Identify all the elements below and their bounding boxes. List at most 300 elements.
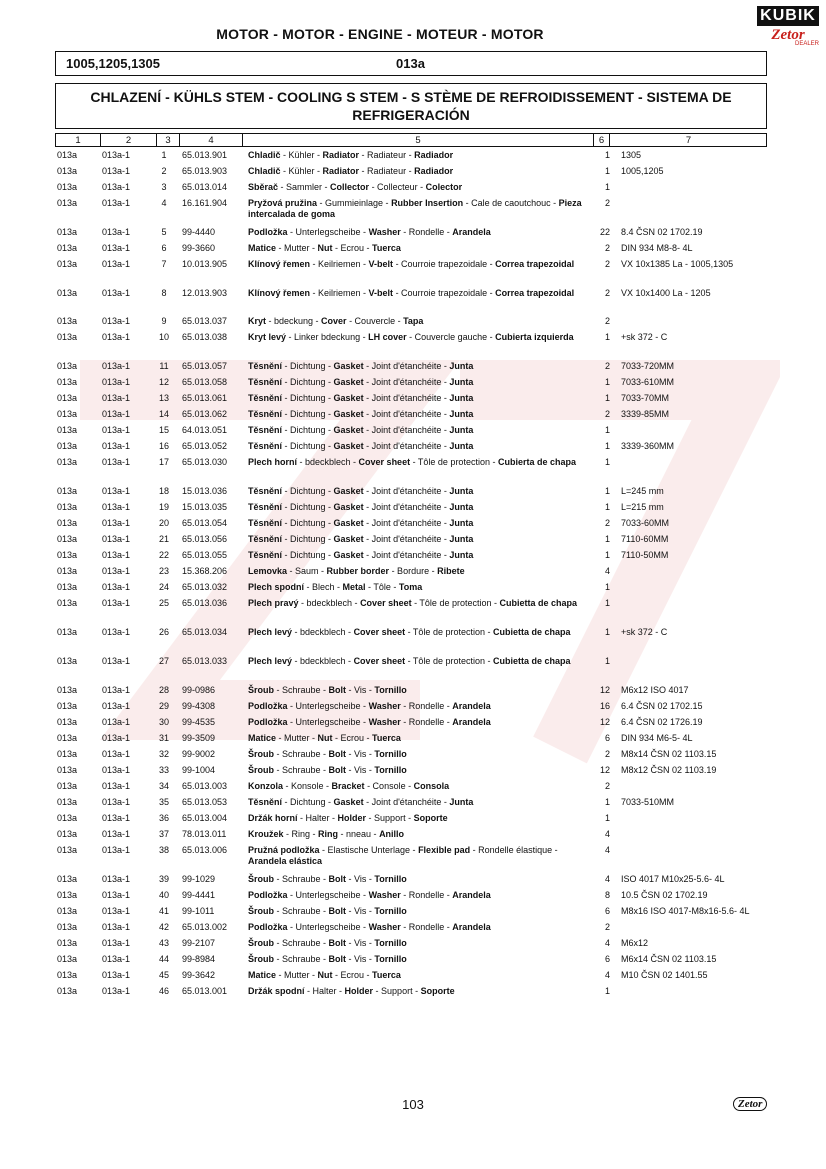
description-term: Cover — [321, 316, 347, 326]
quantity-cell: 1 — [604, 377, 610, 387]
quantity-cell: 6 — [604, 733, 610, 743]
description-text: - Tôle de protection - — [410, 457, 498, 467]
part-number-cell: 65.013.057 — [182, 361, 228, 371]
description-cell — [248, 377, 593, 388]
description-text: - Ring - — [283, 829, 319, 839]
description-term: Bracket — [331, 781, 365, 791]
note-cell: 1305 — [621, 150, 642, 160]
description-text: - Joint d'étanchéite - — [363, 550, 450, 560]
part-number-cell: 65.013.002 — [182, 922, 228, 932]
description-term: Plech horní — [248, 457, 298, 467]
description-term: Těsnění — [248, 377, 283, 387]
description-term: Podložka — [248, 717, 288, 727]
column-header-1: 1 — [56, 134, 101, 147]
description-cell — [248, 582, 593, 593]
description-term: Washer — [368, 890, 401, 900]
group-cell: 013a — [57, 701, 78, 711]
description-text: - Joint d'étanchéite - — [363, 361, 450, 371]
quantity-cell: 1 — [604, 598, 610, 608]
description-term: Soporte — [413, 813, 448, 823]
subgroup-cell: 013a-1 — [102, 938, 131, 948]
quantity-cell: 2 — [604, 288, 610, 298]
description-term: Plech levý — [248, 627, 293, 637]
description-text: - Dichtung - — [282, 393, 334, 403]
subgroup-cell: 013a-1 — [102, 409, 131, 419]
description-cell — [248, 781, 593, 792]
group-cell: 013a — [57, 198, 78, 208]
position-cell: 35 — [158, 797, 169, 807]
description-term: Tapa — [403, 316, 424, 326]
note-cell: M8x12 ČSN 02 1103.19 — [621, 765, 717, 775]
column-header — [55, 133, 767, 147]
description-cell — [248, 890, 593, 901]
position-cell: 34 — [158, 781, 169, 791]
description-text: - Schraube - — [274, 906, 329, 916]
description-term: Washer — [368, 701, 401, 711]
description-text: - Joint d'étanchéite - — [363, 425, 450, 435]
description-text: - Vis - — [346, 906, 375, 916]
description-term: Pryžová pružina — [248, 198, 318, 208]
description-text: - Joint d'étanchéite - — [363, 534, 450, 544]
position-cell: 15 — [158, 425, 169, 435]
description-cell — [248, 393, 593, 404]
subgroup-cell: 013a-1 — [102, 166, 131, 176]
description-term: Rubber Insertion — [391, 198, 464, 208]
description-term: Tornillo — [374, 685, 407, 695]
description-text: - Radiateur - — [359, 166, 415, 176]
description-cell — [248, 534, 593, 545]
description-cell — [248, 227, 593, 238]
part-number-cell: 65.013.052 — [182, 441, 228, 451]
note-cell: 6.4 ČSN 02 1726.19 — [621, 717, 703, 727]
section-title: CHLAZENÍ - KÜHLS STEM - COOLING S STEM - S STÈME DE REFROIDISSEMENT - SISTEMA DE REFRIGERACIÓN — [55, 83, 767, 129]
description-text: - Mutter - — [276, 733, 318, 743]
description-text: - Linker bdeckung - — [286, 332, 369, 342]
position-cell: 44 — [158, 954, 169, 964]
description-cell — [248, 717, 593, 728]
description-term: Těsnění — [248, 486, 283, 496]
description-term: Gasket — [333, 518, 364, 528]
note-cell: 6.4 ČSN 02 1702.15 — [621, 701, 703, 711]
description-term: Cover sheet — [358, 457, 411, 467]
group-cell: 013a — [57, 685, 78, 695]
description-text: - Joint d'étanchéite - — [363, 393, 450, 403]
subgroup-cell: 013a-1 — [102, 227, 131, 237]
page-number: 103 — [402, 1097, 424, 1112]
position-cell: 38 — [158, 845, 169, 855]
position-cell: 26 — [158, 627, 169, 637]
position-cell: 32 — [158, 749, 169, 759]
part-number-cell: 99-4308 — [182, 701, 216, 711]
quantity-cell: 1 — [604, 627, 610, 637]
subgroup-cell: 013a-1 — [102, 970, 131, 980]
description-text: - Schraube - — [274, 765, 329, 775]
description-text: - Schraube - — [274, 954, 329, 964]
group-cell: 013a — [57, 890, 78, 900]
note-cell: M6x12 — [621, 938, 649, 948]
note-cell: VX 10x1400 La - 1205 — [621, 288, 711, 298]
description-text: - Console - — [364, 781, 414, 791]
description-term: Matice — [248, 733, 277, 743]
quantity-cell: 1 — [604, 457, 610, 467]
description-term: Konzola — [248, 781, 283, 791]
part-number-cell: 65.013.004 — [182, 813, 228, 823]
subgroup-cell: 013a-1 — [102, 150, 131, 160]
description-term: Těsnění — [248, 393, 283, 403]
position-cell: 2 — [161, 166, 167, 176]
description-term: Bolt — [328, 685, 347, 695]
description-term: Washer — [368, 717, 401, 727]
description-term: Junta — [449, 409, 474, 419]
group-cell: 013a — [57, 550, 78, 560]
description-term: Collector — [330, 182, 370, 192]
description-term: Matice — [248, 243, 277, 253]
description-term: Těsnění — [248, 550, 283, 560]
description-text: - Rondelle - — [400, 922, 453, 932]
subgroup-cell: 013a-1 — [102, 701, 131, 711]
description-term: Šroub — [248, 749, 274, 759]
group-cell: 013a — [57, 813, 78, 823]
description-text: - Gummieinlage - — [317, 198, 392, 208]
description-term: V-belt — [368, 259, 394, 269]
subgroup-cell: 013a-1 — [102, 198, 131, 208]
description-cell — [248, 938, 593, 949]
description-cell — [248, 243, 593, 254]
description-text: - Blech - — [304, 582, 343, 592]
subgroup-cell: 013a-1 — [102, 566, 131, 576]
description-term: Držák spodní — [248, 986, 305, 996]
description-term: Junta — [449, 377, 474, 387]
note-cell: 1005,1205 — [621, 166, 664, 176]
part-number-cell: 65.013.034 — [182, 627, 228, 637]
subgroup-cell: 013a-1 — [102, 518, 131, 528]
part-number-cell: 65.013.053 — [182, 797, 228, 807]
part-number-cell: 65.013.001 — [182, 986, 228, 996]
model-bar — [55, 51, 767, 76]
group-cell: 013a — [57, 259, 78, 269]
description-text: - Dichtung - — [282, 550, 334, 560]
position-cell: 27 — [158, 656, 169, 666]
subgroup-cell: 013a-1 — [102, 813, 131, 823]
group-cell: 013a — [57, 829, 78, 839]
description-term: Tuerca — [372, 970, 401, 980]
group-cell: 013a — [57, 150, 78, 160]
subgroup-cell: 013a-1 — [102, 316, 131, 326]
part-number-cell: 65.013.055 — [182, 550, 228, 560]
description-text: - Vis - — [346, 749, 375, 759]
part-number-cell: 65.013.030 — [182, 457, 228, 467]
description-cell — [248, 316, 593, 327]
position-cell: 22 — [158, 550, 169, 560]
quantity-cell: 4 — [604, 874, 610, 884]
subgroup-cell: 013a-1 — [102, 765, 131, 775]
description-term: Ring — [318, 829, 339, 839]
subgroup-cell: 013a-1 — [102, 845, 131, 855]
description-term: Rubber border — [326, 566, 390, 576]
quantity-cell: 2 — [604, 243, 610, 253]
position-cell: 40 — [158, 890, 169, 900]
position-cell: 13 — [158, 393, 169, 403]
description-text: - Dichtung - — [282, 797, 334, 807]
description-text: - Tôle - — [365, 582, 399, 592]
description-text: - Couvercle - — [346, 316, 404, 326]
position-cell: 29 — [158, 701, 169, 711]
description-text: - Radiateur - — [359, 150, 415, 160]
quantity-cell: 2 — [604, 518, 610, 528]
description-cell — [248, 845, 593, 867]
description-term: Pružná podložka — [248, 845, 320, 855]
description-term: Arandela — [452, 922, 491, 932]
subgroup-cell: 013a-1 — [102, 598, 131, 608]
description-term: Plech spodní — [248, 582, 305, 592]
description-term: Chladič — [248, 150, 281, 160]
description-cell — [248, 518, 593, 529]
description-text: - Ecrou - — [332, 243, 373, 253]
description-term: Radiador — [414, 166, 454, 176]
quantity-cell: 2 — [604, 922, 610, 932]
part-number-cell: 65.013.037 — [182, 316, 228, 326]
part-number-cell: 99-4440 — [182, 227, 216, 237]
description-term: Lemovka — [248, 566, 288, 576]
part-number-cell: 99-4535 — [182, 717, 216, 727]
note-cell: ISO 4017 M10x25-5.6- 4L — [621, 874, 725, 884]
part-number-cell: 99-3660 — [182, 243, 216, 253]
description-term: Soporte — [420, 986, 455, 996]
description-term: Šroub — [248, 765, 274, 775]
subgroup-cell: 013a-1 — [102, 259, 131, 269]
description-term: Těsnění — [248, 797, 283, 807]
part-number-cell: 65.013.036 — [182, 598, 228, 608]
position-cell: 9 — [161, 316, 167, 326]
part-number-cell: 99-4441 — [182, 890, 216, 900]
description-term: Ribete — [437, 566, 465, 576]
description-term: Junta — [449, 534, 474, 544]
position-cell: 7 — [161, 259, 167, 269]
subgroup-cell: 013a-1 — [102, 457, 131, 467]
description-text: - Joint d'étanchéite - — [363, 441, 450, 451]
quantity-cell: 1 — [604, 182, 610, 192]
description-cell — [248, 425, 593, 436]
description-term: Gasket — [333, 409, 364, 419]
group-cell: 013a — [57, 874, 78, 884]
description-term: Bolt — [328, 906, 347, 916]
description-text: - nneau - — [338, 829, 380, 839]
part-number-cell: 65.013.056 — [182, 534, 228, 544]
quantity-cell: 1 — [604, 550, 610, 560]
description-cell — [248, 441, 593, 452]
description-text: - Collecteur - — [369, 182, 426, 192]
description-cell — [248, 954, 593, 965]
description-text: - Vis - — [346, 938, 375, 948]
subgroup-cell: 013a-1 — [102, 781, 131, 791]
position-cell: 11 — [159, 361, 169, 371]
description-term: Radiador — [414, 150, 454, 160]
description-text: - Cale de caoutchouc - — [463, 198, 559, 208]
position-cell: 36 — [158, 813, 169, 823]
description-text: - Schraube - — [274, 749, 329, 759]
group-cell: 013a — [57, 409, 78, 419]
description-term: Gasket — [333, 550, 364, 560]
part-number-cell: 16.161.904 — [182, 198, 228, 208]
position-cell: 5 — [161, 227, 167, 237]
quantity-cell: 6 — [604, 954, 610, 964]
description-cell — [248, 627, 593, 638]
description-term: Gasket — [333, 486, 364, 496]
description-term: Junta — [449, 393, 474, 403]
group-cell: 013a — [57, 582, 78, 592]
group-cell: 013a — [57, 954, 78, 964]
group-cell: 013a — [57, 377, 78, 387]
description-text: - Schraube - — [274, 938, 329, 948]
group-cell: 013a — [57, 243, 78, 253]
note-cell: DIN 934 M6-5- 4L — [621, 733, 693, 743]
part-number-cell: 15.013.035 — [182, 502, 228, 512]
description-term: Anillo — [379, 829, 405, 839]
description-text: - Unterlegscheibe - — [287, 890, 369, 900]
quantity-cell: 1 — [604, 986, 610, 996]
description-text: - Mutter - — [276, 970, 318, 980]
part-number-cell: 15.368.206 — [182, 566, 228, 576]
quantity-cell: 4 — [604, 970, 610, 980]
description-cell — [248, 656, 593, 667]
subgroup-cell: 013a-1 — [102, 874, 131, 884]
description-term: Tuerca — [372, 733, 401, 743]
group-cell: 013a — [57, 938, 78, 948]
description-text: - Vis - — [346, 874, 375, 884]
description-term: Bolt — [328, 938, 347, 948]
description-term: Šroub — [248, 938, 274, 948]
description-term: Correa trapezoidal — [495, 259, 575, 269]
description-term: Radiator — [322, 150, 360, 160]
note-cell: 8.4 ČSN 02 1702.19 — [621, 227, 703, 237]
description-cell — [248, 502, 593, 513]
subgroup-cell: 013a-1 — [102, 890, 131, 900]
description-cell — [248, 829, 593, 840]
description-term: Junta — [449, 486, 474, 496]
quantity-cell: 2 — [604, 781, 610, 791]
group-cell: 013a — [57, 316, 78, 326]
logo-brand: KUBIK — [757, 6, 819, 26]
description-cell — [248, 166, 593, 177]
description-term: Kryt — [248, 316, 267, 326]
subgroup-cell: 013a-1 — [102, 733, 131, 743]
quantity-cell: 1 — [604, 166, 610, 176]
description-term: Chladič — [248, 166, 281, 176]
position-cell: 17 — [158, 457, 169, 467]
description-term: Junta — [449, 518, 474, 528]
subgroup-cell: 013a-1 — [102, 288, 131, 298]
position-cell: 12 — [158, 377, 169, 387]
description-text: - Couvercle gauche - — [406, 332, 496, 342]
position-cell: 45 — [158, 970, 169, 980]
group-cell: 013a — [57, 797, 78, 807]
description-text: - Unterlegscheibe - — [287, 922, 369, 932]
group-cell: 013a — [57, 765, 78, 775]
description-term: Junta — [449, 361, 474, 371]
description-text: - Tôle de protection - — [411, 598, 500, 608]
quantity-cell: 2 — [604, 316, 610, 326]
group-cell: 013a — [57, 361, 78, 371]
note-cell: M6x12 ISO 4017 — [621, 685, 689, 695]
part-number-cell: 64.013.051 — [182, 425, 228, 435]
note-cell: L=245 mm — [621, 486, 664, 496]
description-text: - Dichtung - — [282, 425, 334, 435]
column-header-3: 3 — [157, 134, 180, 147]
description-text: - Dichtung - — [282, 486, 334, 496]
group-cell: 013a — [57, 781, 78, 791]
group-cell: 013a — [57, 845, 78, 855]
note-cell: 7110-60MM — [621, 534, 669, 544]
description-text: - bdeckung - — [266, 316, 322, 326]
quantity-cell: 16 — [599, 701, 610, 711]
description-text: - Support - — [366, 813, 414, 823]
subgroup-cell: 013a-1 — [102, 534, 131, 544]
note-cell: M10 ČSN 02 1401.55 — [621, 970, 708, 980]
description-term: Metal — [342, 582, 366, 592]
logo-sub: Zetor — [771, 27, 805, 43]
description-text: - Dichtung - — [282, 361, 334, 371]
description-term: Šroub — [248, 874, 274, 884]
part-number-cell: 65.013.014 — [182, 182, 228, 192]
part-number-cell: 99-1011 — [182, 906, 215, 916]
subgroup-cell: 013a-1 — [102, 361, 131, 371]
quantity-cell: 2 — [604, 259, 610, 269]
quantity-cell: 8 — [604, 890, 610, 900]
subgroup-cell: 013a-1 — [102, 425, 131, 435]
description-term: Correa trapezoidal — [495, 288, 575, 298]
column-header-2: 2 — [101, 134, 157, 147]
description-text: - Joint d'étanchéite - — [363, 502, 450, 512]
group-cell: 013a — [57, 288, 78, 298]
description-term: Gasket — [333, 441, 364, 451]
note-cell: 7110-50MM — [621, 550, 669, 560]
description-term: Holder — [344, 986, 374, 996]
subgroup-cell: 013a-1 — [102, 797, 131, 807]
subgroup-cell: 013a-1 — [102, 656, 131, 666]
description-cell — [248, 701, 593, 712]
page-title: MOTOR - MOTOR - ENGINE - MOTEUR - MOTOR — [216, 26, 544, 42]
description-term: Nut — [317, 733, 333, 743]
description-term: Arandela — [452, 227, 491, 237]
description-text: - Schraube - — [274, 685, 329, 695]
description-cell — [248, 361, 593, 372]
description-cell — [248, 986, 593, 997]
note-cell: 7033-60MM — [621, 518, 670, 528]
position-cell: 24 — [158, 582, 169, 592]
description-cell — [248, 457, 593, 468]
group-cell: 013a — [57, 749, 78, 759]
description-cell — [248, 486, 593, 497]
subgroup-cell: 013a-1 — [102, 922, 131, 932]
group-cell: 013a — [57, 457, 78, 467]
subgroup-cell: 013a-1 — [102, 986, 131, 996]
description-text: - bdeckblech - — [297, 457, 359, 467]
position-cell: 42 — [158, 922, 169, 932]
note-cell: 10.5 ČSN 02 1702.19 — [621, 890, 708, 900]
description-term: Podložka — [248, 890, 288, 900]
description-text: - Dichtung - — [282, 441, 334, 451]
subgroup-cell: 013a-1 — [102, 685, 131, 695]
group-cell: 013a — [57, 393, 78, 403]
description-term: Pieza intercalada de goma — [248, 198, 582, 219]
description-term: Tuerca — [372, 243, 401, 253]
description-text: - Unterlegscheibe - — [287, 717, 369, 727]
description-term: Junta — [449, 502, 474, 512]
description-term: Cubietta de chapa — [492, 627, 571, 637]
description-text: - Vis - — [346, 954, 375, 964]
description-text: - bdeckblech - — [298, 598, 361, 608]
subgroup-cell: 013a-1 — [102, 486, 131, 496]
